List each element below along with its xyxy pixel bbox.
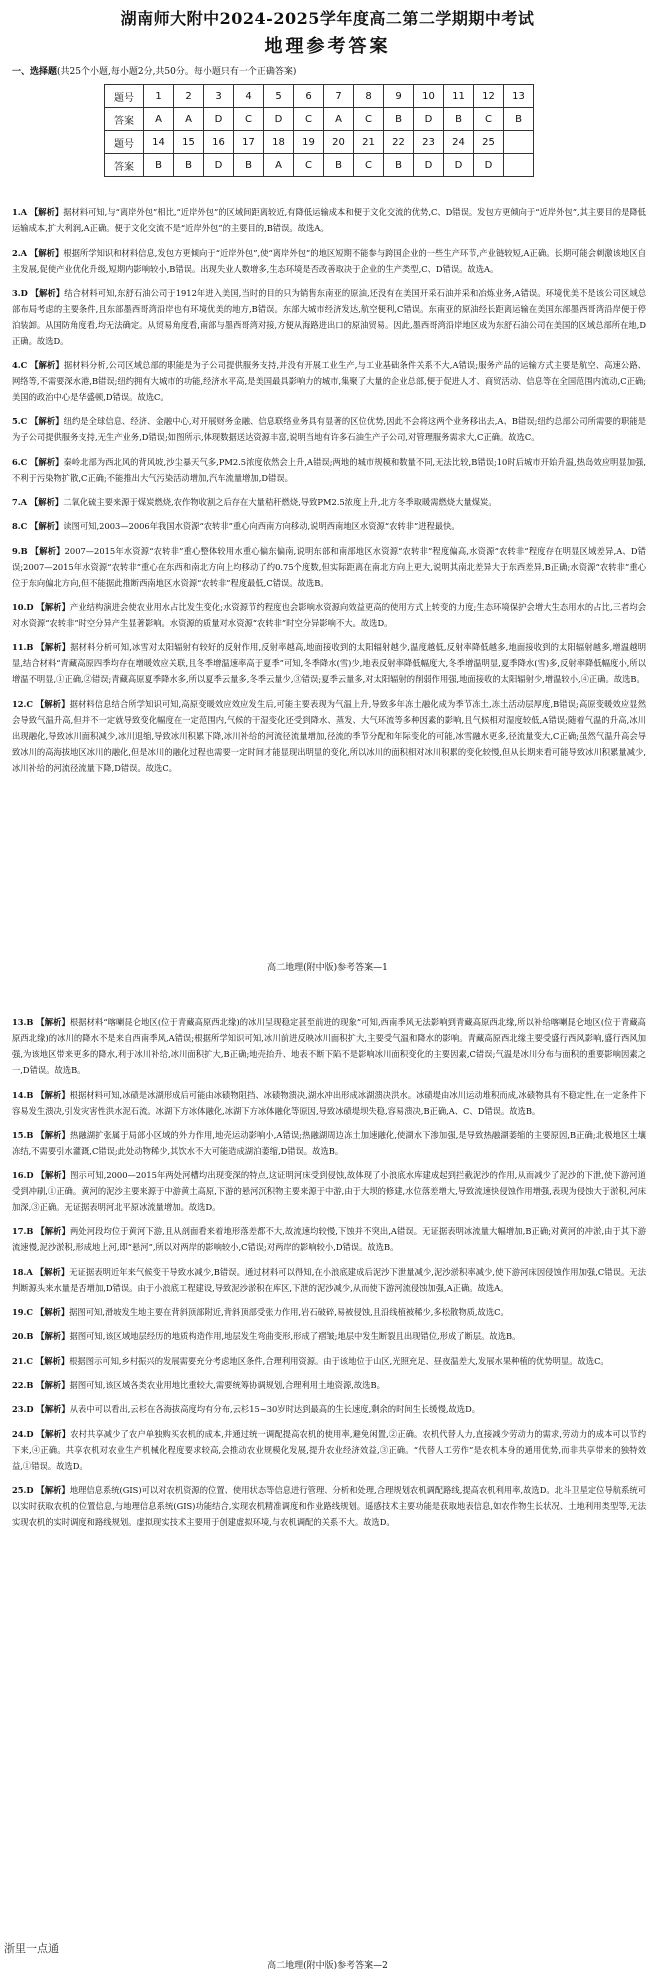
watermark: 浙里一点通 (4, 1942, 59, 1955)
explanation-text: 纽约是全球信息、经济、金融中心,对开展财务金融、信息联络业务具有显著的区位优势,因此不会将这两个业务移出去,A、B错误;纽约总部公司所需要的职能是为子公司提供服务支持,无生产业务,D错误;如图所示,体现数据送达资源丰富,说明当地有许多石油生产子公司,对管理服务需求大,C正确。故选C。 (12, 416, 646, 443)
questions-page-2 (12, 1006, 646, 1538)
answer-table-cell (504, 131, 534, 154)
explanation-text: 据图可知,该区域各类农业用地比重较大,需要统筹协调规划,合理利用土地资源,故选B。 (69, 1379, 385, 1390)
answer-table-cell: A (324, 108, 354, 131)
question-number-answer: 22.B 【解析】 (12, 1379, 70, 1390)
explanation-text: 两处河段均位于黄河下游,且从剖面看来着地形落差都不大,故流速均较慢,下蚀并不突出,A错误。无证据表明冰流量大幅增加,B正确;对黄河的冲淤,由于其下游流速慢,泥沙淤积,形成地上河,即“悬河”,所以对两岸的影响较小,C错误;对两岸的影响较小,D错误。故选B。 (12, 1226, 646, 1253)
explanation-text: 秦岭北部为西北风的背风坡,沙尘暴天气多,PM2.5浓度依然会上升,A错误;两地的城市规模和数量不同,无法比较,B错误;10时后城市开始升温,热岛效应明显加强,不利于污染物扩散,C正确;不能推出大气污染活动增加,汽车流量增加,D错误。 (12, 456, 646, 483)
answer-table-cell: B (234, 154, 264, 177)
answer-table-cell: D (264, 108, 294, 131)
answer-table-cell: A (144, 108, 174, 131)
explanation-text: 热融湖扩张属于局部小区域的外力作用,地壳运动影响小,A错误;热融湖周边冻土加速融化,使湖水下渗加强,是导致热融湖萎缩的主要原因,B正确;北极地区土壤冻结,不需要引水灌溉,C错误;此处动物稀少,其饮水不大可能造成湖泊萎缩,D错误。故选B。 (12, 1129, 647, 1156)
answer-table-cell: 21 (354, 131, 384, 154)
answer-table-answer-row (105, 108, 534, 131)
answer-table-cell: 13 (504, 85, 534, 108)
answer-table-cell: 18 (264, 131, 294, 154)
question-number-answer: 25.D 【解析】 (12, 1484, 70, 1495)
answer-table-cell: 7 (324, 85, 354, 108)
answer-table-cell: 24 (444, 131, 474, 154)
answer-table-cell: D (204, 154, 234, 177)
answer-table-cell: 23 (414, 131, 444, 154)
answer-table-cell: 9 (384, 85, 414, 108)
question-number-answer: 17.B 【解析】 (12, 1226, 70, 1237)
answer-explanation (12, 1264, 646, 1296)
answer-explanation (12, 599, 646, 631)
question-number-answer: 8.C 【解析】 (12, 521, 64, 532)
row-header: 答案 (105, 154, 144, 177)
exam-title: 湖南师大附中2024-2025学年度高二第二学期期中考试 (120, 9, 535, 28)
explanation-text: 据材料可知,与“离岸外包”相比,“近岸外包”的区域间距离较近,有降低运输成本和便于文化交流的优势,C、D错误。发包方更倾向于“近岸外包”,其主要目的是降低运输成本,扩大利润,A正确。便于文化交流不是“近岸外包”的主要目的,B错误。故选A。 (12, 207, 646, 234)
explanation-text: 据图可知,该区域地层经历的地质构造作用,地层发生弯曲变形,形成了褶皱;地层中发生断裂且出现错位,形成了断层。故选B。 (69, 1331, 521, 1342)
answer-explanation (12, 1014, 646, 1078)
question-number-answer: 21.C 【解析】 (12, 1355, 70, 1366)
answer-explanation (12, 1377, 646, 1393)
explanation-text: 根据材料可知,冰碛是冰湖形成后可能由冰碛物阻挡、冰碛物溃决,湖水冲出形成冰湖溃决洪水。冰碛堤由冰川运动堆积而成,冰碛物具有不稳定性,在一定条件下容易发生溃决,引发灾害性洪水泥石流。冰湖下方冰体融化,冰湖下方冰体融化等原因,导致冰碛堤坝失稳,容易溃决,B正确,A、C、D错误。故选B。 (12, 1089, 646, 1116)
explanation-text: 地理信息系统(GIS)可以对农机资源的位置、使用状态等信息进行管理、分析和处理,合理规划农机调配路线,提高农机利用率,故选D。北斗卫星定位导航系统可以实时获取农机的位置信息,与地理信息系统(GIS)功能结合,实现农机精准调度和作业路线规划。遥感技术主要功能是获取地表信息,如农作物生长状况、土地利用类型等,无法实现农机的实时调度和路线规划。虚拟现实技术主要用于创建虚拟环境,与农机调配的关系不大。故选D。 (12, 1484, 646, 1527)
explanation-text: 无证据表明近年来气候变干导致水减少,B错误。通过材料可以得知,在小浪底建成后泥沙下泄量减少,泥沙淤积率减少,使下游河床因侵蚀作用加强,C错误。无法判断源头来水量是否增加,D错误。由于小浪底工程建设,导致泥沙淤积在库区,下泄的泥沙减少,从而使下游河流侵蚀加强,A正确。故选A。 (12, 1266, 646, 1293)
question-number-answer: 12.C 【解析】 (12, 698, 70, 709)
answer-explanation (12, 454, 646, 486)
answer-explanation (12, 543, 646, 591)
question-number-answer: 5.C 【解析】 (12, 416, 64, 427)
answer-table-cell: D (444, 154, 474, 177)
answer-table-cell: D (414, 108, 444, 131)
explanation-text: 2007—2015年水资源“农转非”重心整体较用水重心偏东偏南,说明东部和南部地区水资源“农转非”程度偏高,水资源“农转非”程度存在明显区域差异,A、D错误;2007—2015年水资源“农转非”重心在东西和南北方向上均移动了约0.75个度数,但实际距离在南北方向上更大,说明其南北差异大于东西差异,B正确;水资源“农转非”重心位于东向偏北方向,但不能据此推断西南地区水资源“农转非”程度最低,C错误。故选B。 (12, 545, 646, 588)
explanation-text: 据图可知,滑坡发生地主要在背斜顶部附近,背斜顶部受张力作用,岩石破碎,易被侵蚀,且沿线植被稀少,多松散物质,故选C。 (69, 1307, 509, 1318)
section-note: (共25个小题,每小题2分,共50分。每小题只有一个正确答案) (57, 67, 297, 77)
answer-table-cell: B (384, 154, 414, 177)
section-heading-text: 一、选择题 (12, 67, 58, 77)
answer-explanation (12, 1304, 646, 1320)
answer-table-cell: B (504, 108, 534, 131)
explanation-text: 图示可知,2000—2015年两处河槽均出现变深的特点,这证明河床受到侵蚀,故体现了小浪底水库建成起到拦截泥沙的作用,从而减少了泥沙的下泄,使下游河道受到冲刷,①正确。黄河的泥沙主要来源于中游黄土高原,下游的悬河沉积物主要来源于中游,由于大坝的修建,水位落差增大,导致流速快侵蚀作用增强,表现为侵蚀大于淤积,河床加深,③正确。无证据表明河北平原冰流量增加。故选D。 (12, 1170, 646, 1213)
answer-table-cell: B (144, 154, 174, 177)
answer-table-cell: B (384, 108, 414, 131)
answer-table-cell: 15 (174, 131, 204, 154)
page-footer-1: 高二地理(附中版)参考答案—1 (267, 963, 388, 973)
answer-table-cell: 17 (234, 131, 264, 154)
row-header: 答案 (105, 108, 144, 131)
question-number-answer: 6.C 【解析】 (12, 456, 64, 467)
answer-table-cell: C (354, 108, 384, 131)
doc-subtitle: 地理参考答案 (264, 36, 391, 57)
answer-table-cell: 2 (174, 85, 204, 108)
explanation-text: 根据图示可知,乡村振兴的发展需要充分考虑地区条件,合理利用资源。由于该地位于山区,光照充足、昼夜温差大,发展水果种植的优势明显。故选C。 (69, 1355, 609, 1366)
page-footer-2: 高二地理(附中版)参考答案—2 (267, 1961, 388, 1971)
questions-page-1 (12, 196, 646, 784)
answer-explanation (12, 1328, 646, 1344)
question-number-answer: 19.C 【解析】 (12, 1307, 70, 1318)
answer-table-cell: 4 (234, 85, 264, 108)
row-header: 题号 (105, 131, 144, 154)
answer-explanation (12, 1087, 646, 1119)
answer-table-cell (504, 154, 534, 177)
question-number-answer: 3.D 【解析】 (12, 287, 65, 298)
answer-explanation (12, 1426, 646, 1474)
answer-explanation (12, 245, 646, 277)
question-number-answer: 20.B 【解析】 (12, 1331, 70, 1342)
answer-explanation (12, 494, 646, 510)
answer-table-cell: B (174, 154, 204, 177)
answer-explanation (12, 639, 646, 687)
question-number-answer: 18.A 【解析】 (12, 1266, 70, 1277)
explanation-text: 根据所学知识和材料信息,发包方更倾向于“近岸外包”,使“离岸外包”的地区短期不能参与跨国企业的一些生产环节,产业链较短,A正确。长期可能会刺激该地区自主发展,促使产业优化升级,短期内影响较小,B错误。出现失业人数增多,生态环境是否改善取决于企业的生产类型,C、D错误。故选A。 (12, 247, 646, 274)
answer-table-cell: C (294, 154, 324, 177)
answer-table-cell: B (444, 108, 474, 131)
question-number-answer: 2.A 【解析】 (12, 247, 64, 258)
row-header: 题号 (105, 85, 144, 108)
explanation-text: 结合材料可知,东舒石油公司于1912年进入美国,当时的目的只为销售东南亚的原油,还没有在美国开采石油并采和冶炼业务,A错误。环境优美不是该公司区域总部布局考虑的主要条件,且东部墨西哥湾沿岸也有环境优美的地方,B错误。东部大城市经济发达,航空便利,C错误。东南亚的原油经长距离运输在美国东部墨西哥湾沿岸便于停泊装卸。从国防角度看,均无法确定。从贸易角度看,南部与墨西哥湾对接,方便从海路进出口的原油贸易。因此,墨西哥湾沿岸地区成为东舒石油公司在美国的区域总部所在地,D正确。故选D。 (12, 287, 646, 346)
question-number-answer: 13.B 【解析】 (12, 1017, 70, 1028)
answer-table-number-row (105, 85, 534, 108)
answer-table-cell: 20 (324, 131, 354, 154)
answer-explanation (12, 1167, 646, 1215)
answer-table-cell: D (414, 154, 444, 177)
section-heading (12, 64, 296, 77)
answer-table-cell: 19 (294, 131, 324, 154)
answer-explanation (12, 204, 646, 236)
answer-table-cell: 6 (294, 85, 324, 108)
answer-explanation (12, 1127, 646, 1159)
answer-table-answer-row (105, 154, 534, 177)
answer-table-cell: C (294, 108, 324, 131)
answer-table-cell: 12 (474, 85, 504, 108)
question-number-answer: 10.D 【解析】 (12, 601, 70, 612)
answer-explanation (12, 696, 646, 776)
answer-table-cell: 8 (354, 85, 384, 108)
question-number-answer: 4.C 【解析】 (12, 360, 64, 371)
answer-table-cell: 16 (204, 131, 234, 154)
answer-table (104, 84, 534, 177)
explanation-text: 产业结构演进会使农业用水占比发生变化;水资源节约程度也会影响水资源向效益更高的使用方式上转变的力度;生态环境保护会增大生态用水的占比,三者均会对水资源“农转非”时空分异产生显著影响。水资源的质量对水资源“农转非”时空分异影响不大。故选D。 (12, 601, 646, 628)
question-number-answer: 16.D 【解析】 (12, 1170, 71, 1181)
explanation-text: 农村共享减少了农户单独购买农机的成本,并通过统一调配提高农机的使用率,避免闲置,②正确。农机代替人力,直接减少劳动力的需求,劳动力的成本可以节约下来,④正确。共享农机对农业生产机械化程度要求较高,会推动农业规模化发展,提升农业经济效益,③正确。“代替人工劳作”是农机本身的通用优势,而非共享带来的独特效益,①错误。故选D。 (12, 1428, 646, 1471)
answer-table-cell: D (204, 108, 234, 131)
question-number-answer: 1.A 【解析】 (12, 207, 64, 218)
question-number-answer: 15.B 【解析】 (12, 1129, 70, 1140)
answer-explanation (12, 518, 646, 534)
answer-table-cell: C (354, 154, 384, 177)
answer-table-cell: A (174, 108, 204, 131)
answer-table-cell: B (324, 154, 354, 177)
answer-table-cell: 25 (474, 131, 504, 154)
question-number-answer: 9.B 【解析】 (12, 545, 65, 556)
question-number-answer: 23.D 【解析】 (12, 1404, 70, 1415)
explanation-text: 据材料分析,公司区域总部的职能是为子公司提供服务支持,并没有开展工业生产,与工业基础条件关系不大,A错误;服务产品的运输方式主要是航空、高速公路、网络等,不需要深水港,B错误;纽约拥有大城市的功能,经济水平高,是美国最具影响力的城市,集聚了大量的企业总部,便于促进人才、商贸活动、信息等在全国范围内流动,C正确;美国的政治中心是华盛顿,D错误。故选C。 (12, 360, 647, 403)
answer-table-cell: 11 (444, 85, 474, 108)
answer-table-cell: 10 (414, 85, 444, 108)
answer-explanation (12, 413, 646, 445)
answer-explanation (12, 285, 646, 349)
answer-table-cell: A (264, 154, 294, 177)
answer-table-cell: 14 (144, 131, 174, 154)
explanation-text: 从表中可以看出,云杉在各海拔高度均有分布,云杉15~30岁时达到最高的生长速度,剩余的时间生长缓慢,故选D。 (69, 1404, 481, 1415)
question-number-answer: 24.D 【解析】 (12, 1428, 71, 1439)
answer-table-cell: 1 (144, 85, 174, 108)
answer-table-cell: 22 (384, 131, 414, 154)
explanation-text: 据材料信息结合所学知识可知,高原变暖效应效应发生后,可能主要表现为气温上升,导致多年冻土融化成为季节冻土,冻土活动层厚度,B错误;高原变暖效应显然会导致气温升高,但并不一定就导致变化幅度在一定范围内,气候的干湿变化还受到降水、蒸发、大气环流等多种因素的影响,且气候相对湿度较低,A错误;随着气温的升高,冰川出现融化,导致冰川面积减少,冰川退缩,导致冰川积累下降,冰川补给的河流径流量增加,径流的季节分配和年际变化的可能,冰雪融水更多,径流量变大,C正确;虽然气温升高会导致冰川的高海拔地区冰川的融化,但是冰川的融化过程也需要一定时间才能显现出明显的变化,所以冰川的面积相对冰川积累的变化较慢,但从长期来看可能导致冰川积累量减少,冰川补给的河流径流量下降,D错误。故选C。 (12, 698, 646, 773)
answer-table-cell: D (474, 154, 504, 177)
answer-table-cell: 5 (264, 85, 294, 108)
answer-explanation (12, 357, 646, 405)
explanation-text: 根据材料“喀喇昆仑地区(位于青藏高原西北缘)的冰川呈现稳定甚至前进的现象”可知,西南季风无法影响到青藏高原西北缘,所以补给喀喇昆仑地区(位于青藏高原西北缘)的冰川的降水不是来自西南季风,A错误;根据所学知识可知,冰川前进反映冰川面积扩大,主要受气温和降水的影响。青藏高原西北缘主要受盛行西风影响,盛行西风加强,为该地区带来更多的降水,利于冰川补给,冰川面积扩大,B正确;地壳抬升、地表不断下陷不是影响冰川面积变化的主要因素,C错误;气温是冰川分布与面积的重要影响因素之一,D错误。故选B。 (12, 1017, 646, 1076)
answer-explanation (12, 1482, 646, 1530)
explanation-text: 据材料分析可知,冰雪对太阳辐射有较好的反射作用,反射率越高,地面接收到的太阳辐射越少,温度越低,反射率降低越多,地面接收到的太阳辐射越多,增温越明显,结合材料“青藏高原四季均存在增暖效应关联,且冬季增温速率高于夏季”可知,冬季降水(雪)少,地表反射率降低幅度大,冬季增温明显,夏季降水(雪)多,反射率降低幅度小,所以增温不明显,①正确,②错误;青藏高原夏季降水多,所以夏季云量多,冬季云量少,③错误;夏季云量多,对太阳辐射的削弱作用强,地面接收的太阳辐射少,增温较小,④正确。故选B。 (12, 642, 646, 685)
answer-table-number-row (105, 131, 534, 154)
question-number-answer: 7.A 【解析】 (12, 497, 64, 508)
answer-explanation (12, 1223, 646, 1255)
question-number-answer: 14.B 【解析】 (12, 1089, 70, 1100)
question-number-answer: 11.B 【解析】 (12, 642, 71, 653)
answer-explanation (12, 1401, 646, 1417)
explanation-text: 读图可知,2003—2006年我国水资源“农转非”重心向西南方向移动,说明西南地区水资源“农转非”进程最快。 (63, 521, 460, 532)
answer-table-cell: C (474, 108, 504, 131)
answer-table-cell: C (234, 108, 264, 131)
answer-table-cell: 3 (204, 85, 234, 108)
answer-explanation (12, 1353, 646, 1369)
explanation-text: 二氧化硫主要来源于煤炭燃烧,农作物收割之后存在大量秸秆燃烧,导致PM2.5浓度上升,北方冬季取暖需燃烧大量煤炭。 (63, 497, 497, 508)
